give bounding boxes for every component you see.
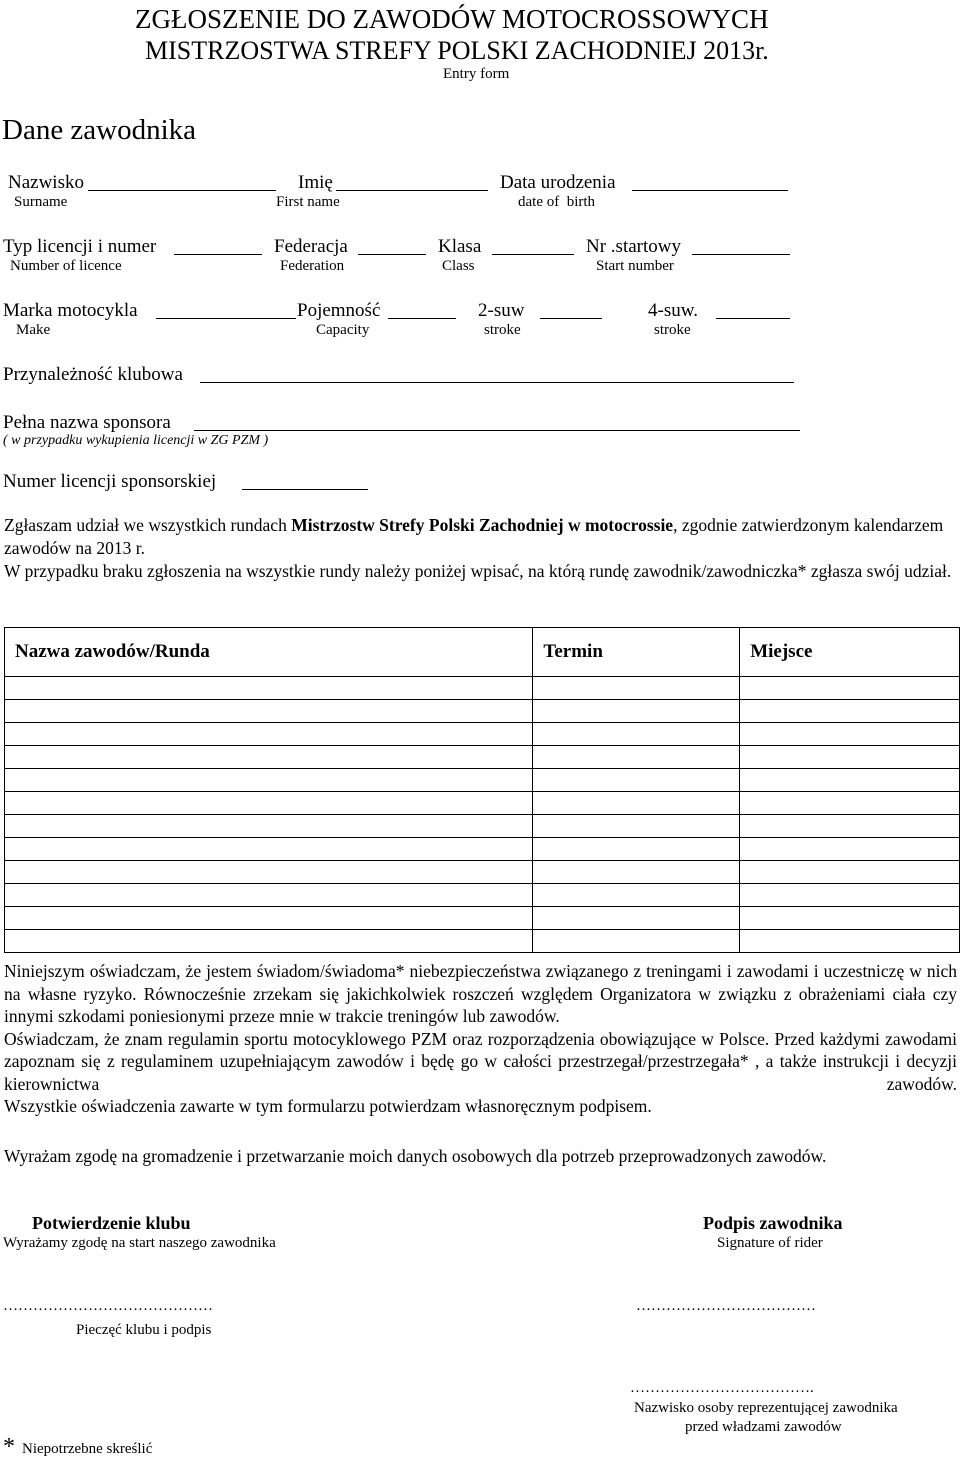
- licence-sub: Number of licence: [10, 258, 122, 274]
- birth-label: Data urodzenia: [500, 172, 616, 193]
- round-name-cell[interactable]: [5, 815, 533, 838]
- class-sub: Class: [442, 258, 475, 274]
- place-cell[interactable]: [740, 700, 960, 723]
- representative-label-2: przed władzami zawodów: [685, 1419, 842, 1435]
- round-name-cell[interactable]: [5, 930, 533, 953]
- place-cell[interactable]: [740, 723, 960, 746]
- federation-field[interactable]: [358, 254, 426, 255]
- table-row: [5, 769, 960, 792]
- first-name-sub: First name: [276, 194, 340, 210]
- federation-sub: Federation: [280, 258, 345, 274]
- start-number-sub: Start number: [596, 258, 674, 274]
- make-label: Marka motocykla: [3, 300, 138, 321]
- round-name-cell[interactable]: [5, 746, 533, 769]
- data-consent: Wyrażam zgodę na gromadzenie i przetwarzanie moich danych osobowych dla potrzeb przeprowadzonych zawodów.: [4, 1146, 827, 1166]
- entry-form-label: Entry form: [443, 66, 510, 82]
- place-cell[interactable]: [740, 884, 960, 907]
- round-name-cell[interactable]: [5, 838, 533, 861]
- form-title: ZGŁOSZENIE DO ZAWODÓW MOTOCROSSOWYCH: [135, 4, 769, 34]
- table-row: [5, 907, 960, 930]
- table-row: [5, 884, 960, 907]
- sponsor-licence-label: Numer licencji sponsorskiej: [3, 471, 217, 492]
- table-row: [5, 815, 960, 838]
- four-stroke-field[interactable]: [716, 318, 790, 319]
- rider-signature-title: Podpis zawodnika: [703, 1213, 843, 1233]
- birth-field[interactable]: [632, 190, 788, 191]
- round-name-cell[interactable]: [5, 884, 533, 907]
- declaration-rules: Oświadczam, że znam regulamin sportu motocyklowego PZM oraz rozporządzenia obowiązujące w Polsce. Przed każdymi zawodami zapoznam się z regulaminem uzupełniającym zawodów i będę go w całości przestrzegał/przestrzegała* , a także instrukcji i decyzji kierownictwa zawodów.: [4, 1028, 957, 1094]
- place-cell[interactable]: [740, 677, 960, 700]
- club-confirmation-sub: Wyrażamy zgodę na start naszego zawodnika: [3, 1235, 276, 1251]
- start-number-field[interactable]: [692, 254, 790, 255]
- table-row: [5, 838, 960, 861]
- table-row: [5, 930, 960, 953]
- two-stroke-sub: stroke: [484, 322, 521, 338]
- place-cell[interactable]: [740, 815, 960, 838]
- first-name-label: Imię: [298, 172, 333, 193]
- place-cell[interactable]: [740, 907, 960, 930]
- declaration: [4, 960, 957, 1118]
- licence-label: Typ licencji i numer: [3, 236, 157, 257]
- sponsor-label: Pełna nazwa sponsora: [3, 412, 171, 433]
- birth-sub: date of birth: [518, 194, 596, 210]
- two-stroke-label: 2-suw: [478, 300, 525, 321]
- form-subtitle: MISTRZOSTWA STREFY POLSKI ZACHODNIEJ 2013r.: [145, 36, 769, 65]
- table-row: [5, 746, 960, 769]
- place-cell[interactable]: [740, 769, 960, 792]
- date-cell[interactable]: [533, 861, 740, 884]
- sponsor-sub: ( w przypadku wykupienia licencji w ZG PZM ): [3, 433, 269, 448]
- round-name-cell[interactable]: [5, 677, 533, 700]
- table-row: [5, 861, 960, 884]
- make-field[interactable]: [156, 318, 296, 319]
- participation-text: Zgłaszam udział we wszystkich rundach Mistrzostw Strefy Polski Zachodniej w motocrossie, zgodnie zatwierdzonym kalendarzem zawodów na 2013 r.: [4, 515, 944, 558]
- round-name-cell[interactable]: [5, 700, 533, 723]
- club-stamp-label: Pieczęć klubu i podpis: [76, 1322, 212, 1338]
- footnote-text: Niepotrzebne skreślić: [22, 1441, 153, 1457]
- sponsor-field[interactable]: [194, 430, 800, 431]
- surname-sub: Surname: [14, 194, 68, 210]
- rider-signature-field[interactable]: ………………………………: [636, 1298, 816, 1314]
- round-name-cell[interactable]: [5, 861, 533, 884]
- make-sub: Make: [16, 322, 51, 338]
- place-cell[interactable]: [740, 861, 960, 884]
- round-name-cell[interactable]: [5, 723, 533, 746]
- table-header-row: [5, 628, 960, 677]
- table-row: [5, 677, 960, 700]
- column-header-place: Miejsce: [740, 628, 960, 677]
- date-cell[interactable]: [533, 815, 740, 838]
- round-name-cell[interactable]: [5, 792, 533, 815]
- table-row: [5, 700, 960, 723]
- club-signature-field[interactable]: ……………………………………: [3, 1298, 213, 1314]
- capacity-label: Pojemność: [297, 300, 381, 321]
- four-stroke-label: 4-suw.: [648, 300, 698, 321]
- date-cell[interactable]: [533, 884, 740, 907]
- date-cell[interactable]: [533, 723, 740, 746]
- club-confirmation-title: Potwierdzenie klubu: [32, 1213, 191, 1233]
- date-cell[interactable]: [533, 930, 740, 953]
- table-row: [5, 723, 960, 746]
- date-cell[interactable]: [533, 677, 740, 700]
- four-stroke-sub: stroke: [654, 322, 691, 338]
- date-cell[interactable]: [533, 838, 740, 861]
- capacity-field[interactable]: [388, 318, 456, 319]
- date-cell[interactable]: [533, 700, 740, 723]
- date-cell[interactable]: [533, 746, 740, 769]
- place-cell[interactable]: [740, 930, 960, 953]
- round-name-cell[interactable]: [5, 769, 533, 792]
- championship-name: Mistrzostw Strefy Polski Zachodniej w motocrossie: [291, 515, 674, 535]
- section-title: Dane zawodnika: [2, 114, 197, 146]
- footnote-star: *: [3, 1434, 15, 1460]
- date-cell[interactable]: [533, 792, 740, 815]
- place-cell[interactable]: [740, 792, 960, 815]
- date-cell[interactable]: [533, 769, 740, 792]
- club-label: Przynależność klubowa: [3, 364, 183, 385]
- surname-field[interactable]: [88, 190, 276, 191]
- representative-field[interactable]: ……………………………….: [630, 1380, 814, 1396]
- place-cell[interactable]: [740, 838, 960, 861]
- place-cell[interactable]: [740, 746, 960, 769]
- class-label: Klasa: [438, 236, 482, 257]
- first-name-field[interactable]: [336, 190, 488, 191]
- club-field[interactable]: [200, 382, 794, 383]
- column-header-date: Termin: [533, 628, 740, 677]
- federation-label: Federacja: [274, 236, 348, 257]
- declaration-risk: Niniejszym oświadczam, że jestem świadom/świadoma* niebezpieczeństwa związanego z treningami i zawodami i uczestniczę w nich na własne ryzyko. Równocześnie zrzekam się jakichkolwiek roszczeń względem Organizatora w związku z obrażeniami ciała czy innymi szkodami poniesionymi przeze mnie w trakcie treningów lub zawodów.: [4, 961, 957, 1026]
- column-header-round: Nazwa zawodów/Runda: [5, 628, 533, 677]
- rider-signature-sub: Signature of rider: [717, 1235, 823, 1251]
- surname-label: Nazwisko: [8, 172, 84, 193]
- two-stroke-field[interactable]: [540, 318, 602, 319]
- sponsor-licence-field[interactable]: [242, 489, 368, 490]
- date-cell[interactable]: [533, 907, 740, 930]
- licence-field[interactable]: [174, 254, 262, 255]
- rounds-table: [4, 627, 960, 953]
- table-row: [5, 792, 960, 815]
- participation-note: W przypadku braku zgłoszenia na wszystkie rundy należy poniżej wpisać, na którą rundę zawodnik/zawodniczka* zgłasza swój udział.: [4, 561, 952, 581]
- start-number-label: Nr .startowy: [586, 236, 681, 257]
- round-name-cell[interactable]: [5, 907, 533, 930]
- capacity-sub: Capacity: [316, 322, 370, 338]
- declaration-confirm: Wszystkie oświadczenia zawarte w tym formularzu potwierdzam własnoręcznym podpisem.: [4, 1096, 652, 1116]
- representative-label: Nazwisko osoby reprezentującej zawodnika: [634, 1400, 898, 1416]
- class-field[interactable]: [492, 254, 574, 255]
